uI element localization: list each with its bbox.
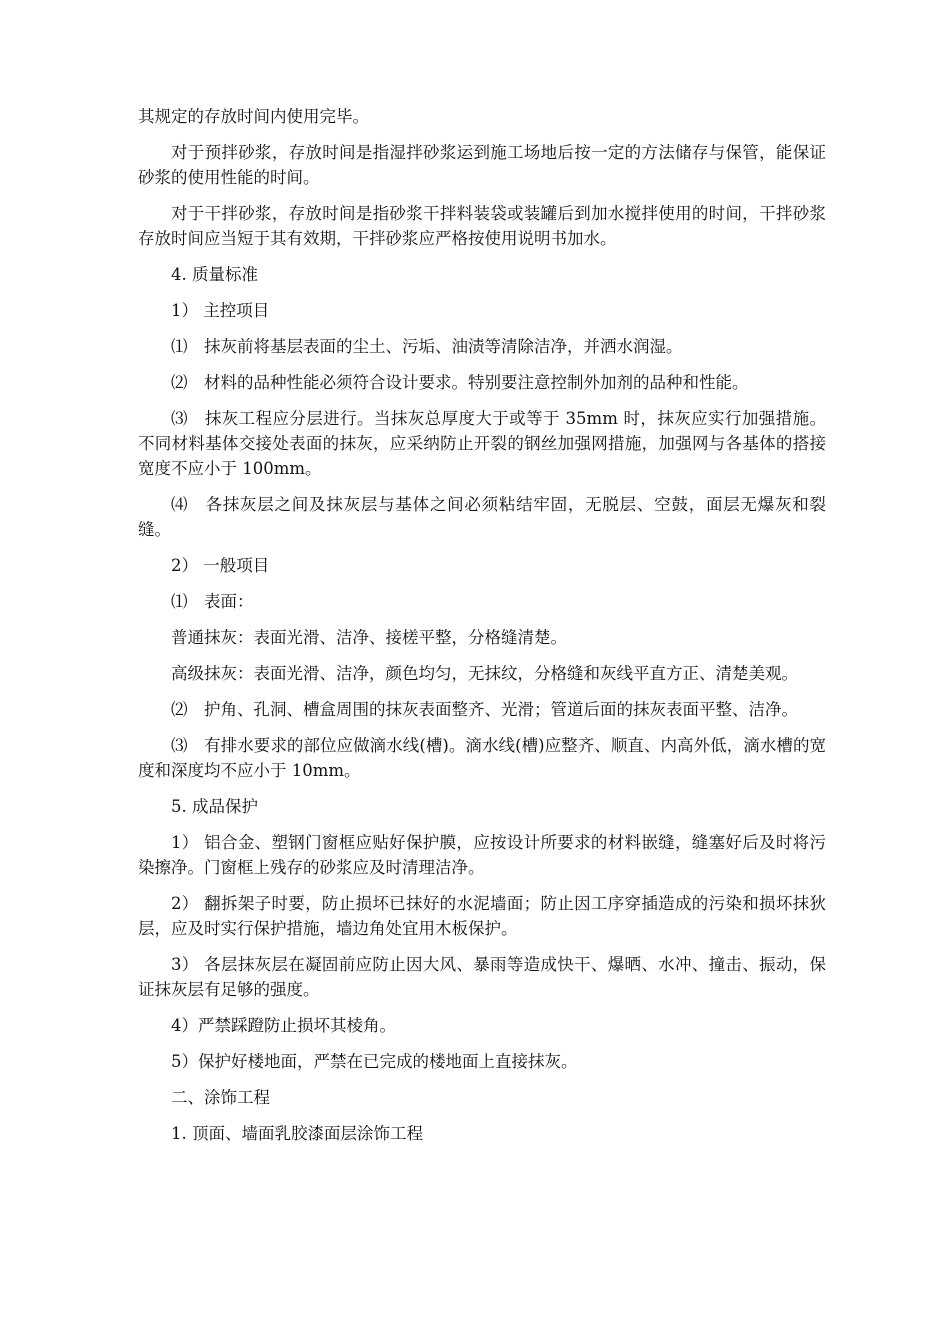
subsection-heading: 1） 主控项目 — [171, 301, 270, 320]
list-item: 3） 各层抹灰层在凝固前应防止因大风、暴雨等造成快干、爆晒、水冲、撞击、振动，保证抹灰层有足够的强度。 — [138, 955, 826, 999]
list-item: ⑴ 表面： — [171, 592, 254, 611]
list-item: 1） 铝合金、塑钢门窗框应贴好保护膜，应按设计所要求的材料嵌缝，缝塞好后及时将污染擦净。门窗框上残存的砂浆应及时清理洁净。 — [138, 833, 826, 877]
list-item: 5）保护好楼地面，严禁在已完成的楼地面上直接抹灰。 — [171, 1052, 578, 1071]
section-heading: 5. 成品保护 — [171, 797, 258, 816]
chapter-heading: 二、涂饰工程 — [171, 1088, 270, 1107]
list-item: ⑶ 抹灰工程应分层进行。当抹灰总厚度大于或等于 35mm 时，抹灰应实行加强措施。不同材料基体交接处表面的抹灰，应采纳防止开裂的钢丝加强网措施，加强网与各基体的搭接宽度不应小于 100mm。 — [138, 409, 826, 478]
list-item: ⑵ 材料的品种性能必须符合设计要求。特别要注意控制外加剂的品种和性能。 — [171, 373, 749, 392]
list-item: ⑶ 有排水要求的部位应做滴水线(槽)。滴水线(槽)应整齐、顺直、内高外低，滴水槽的宽度和深度均不应小于 10mm。 — [138, 736, 826, 780]
document-page — [138, 104, 826, 1157]
paragraph: 其规定的存放时间内使用完毕。 — [138, 107, 369, 126]
subsection-heading: 2） 一般项目 — [171, 556, 270, 575]
paragraph: 对于预拌砂浆，存放时间是指湿拌砂浆运到施工场地后按一定的方法储存与保管，能保证砂浆的使用性能的时间。 — [138, 143, 826, 187]
list-item: ⑴ 抹灰前将基层表面的尘土、污垢、油渍等清除洁净，并洒水润湿。 — [171, 337, 683, 356]
list-item: ⑵ 护角、孔洞、槽盒周围的抹灰表面整齐、光滑；管道后面的抹灰表面平整、洁净。 — [171, 700, 798, 719]
paragraph: 对于干拌砂浆，存放时间是指砂浆干拌料装袋或装罐后到加水搅拌使用的时间，干拌砂浆存放时间应当短于其有效期，干拌砂浆应严格按使用说明书加水。 — [138, 204, 826, 248]
list-item: ⑷ 各抹灰层之间及抹灰层与基体之间必须粘结牢固，无脱层、空鼓，面层无爆灰和裂缝。 — [138, 495, 826, 539]
paragraph: 普通抹灰：表面光滑、洁净、接槎平整，分格缝清楚。 — [171, 628, 567, 647]
list-item: 4）严禁踩蹬防止损坏其棱角。 — [171, 1016, 396, 1035]
paragraph: 高级抹灰：表面光滑、洁净，颜色均匀，无抹纹，分格缝和灰线平直方正、清楚美观。 — [171, 664, 798, 683]
section-heading: 1. 顶面、墙面乳胶漆面层涂饰工程 — [171, 1124, 423, 1143]
section-heading: 4. 质量标准 — [171, 265, 258, 284]
list-item: 2） 翻拆架子时要，防止损坏已抹好的水泥墙面；防止因工序穿插造成的污染和损坏抹狄层，应及时实行保护措施，墙边角处宜用木板保护。 — [138, 894, 826, 938]
